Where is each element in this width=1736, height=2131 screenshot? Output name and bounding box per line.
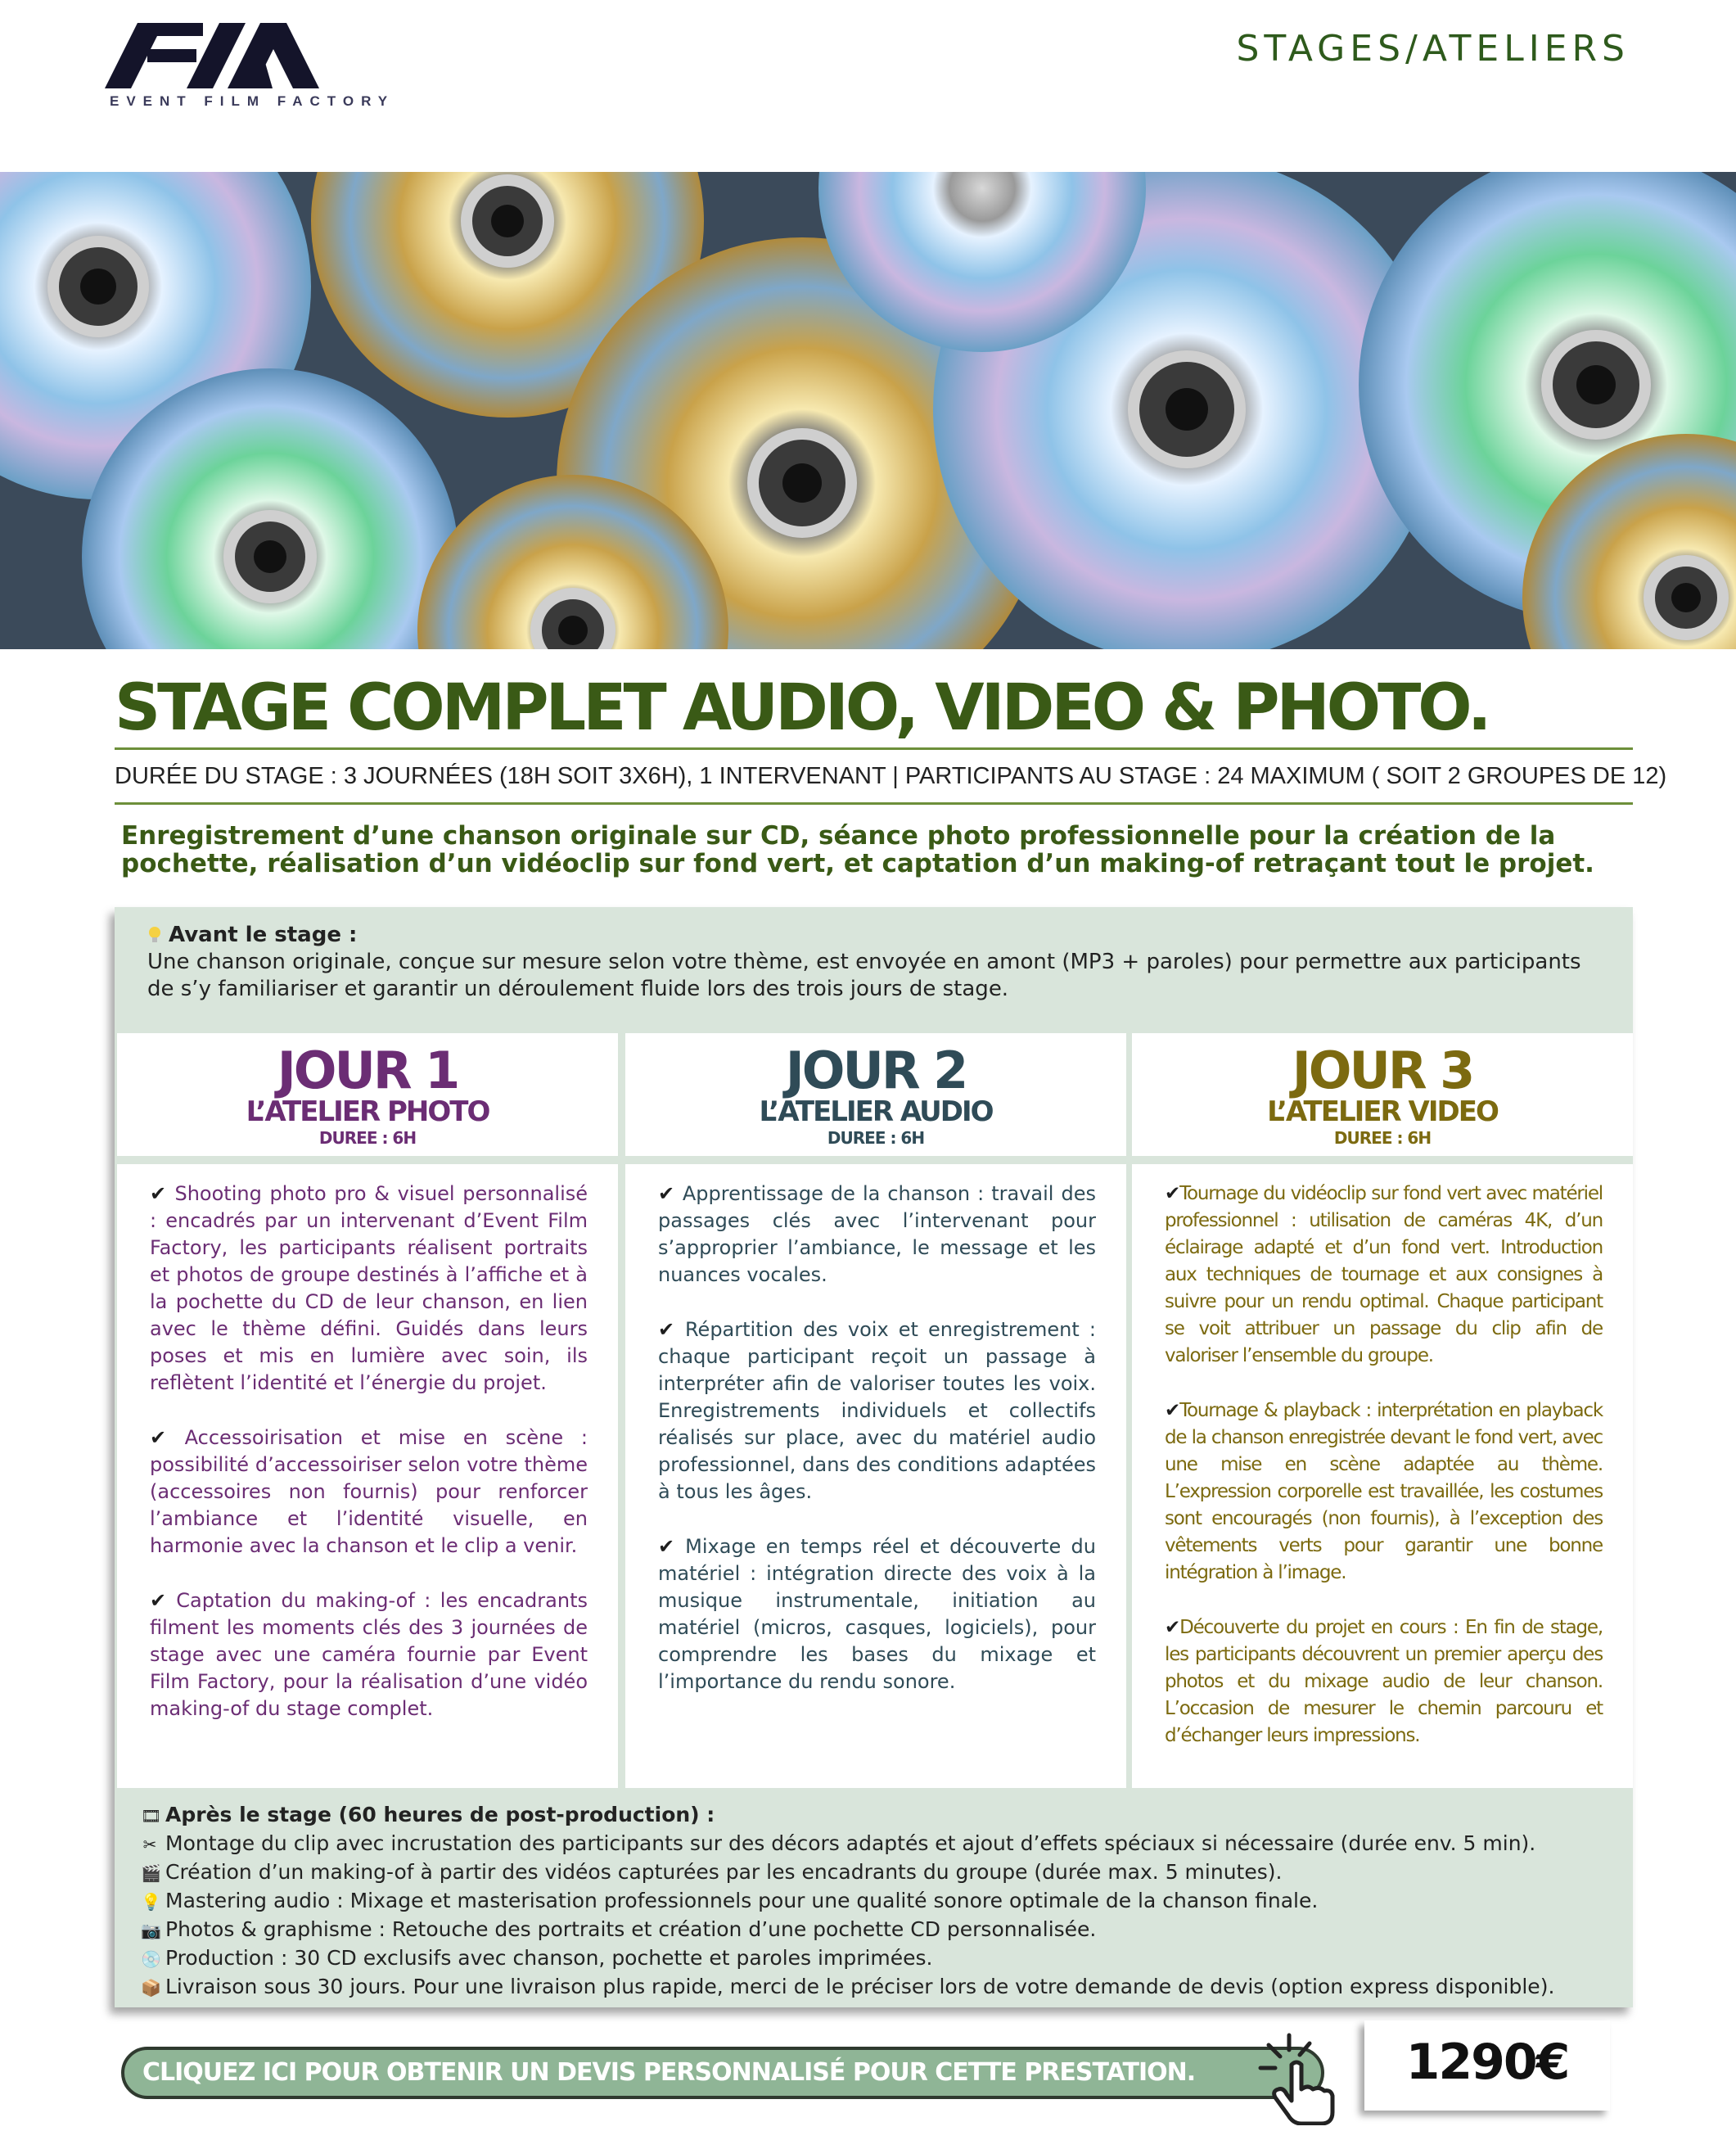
film-strip-icon: 🎞 (141, 1806, 162, 1826)
check-icon: ✔ (1165, 1400, 1180, 1421)
after-stage-heading: Après le stage (60 heures de post-production) : (165, 1803, 715, 1826)
day-3-duration: DUREE : 6H (1333, 1128, 1432, 1148)
day-2-item: ✔ Mixage en temps réel et découverte du matériel : intégration directe des voix à la musique instrumentale, initiation au matériel (micros, casques, logiciels), pour comprendre les bases du mixage et l’importance du rendu sonore. (658, 1535, 1096, 1693)
price-box (1364, 2020, 1610, 2111)
lightbulb-icon: 💡 (141, 1892, 161, 1912)
lightbulb-icon (147, 926, 162, 944)
day-3-item: ✔Tournage & playback : interprétation en playback de la chanson enregistrée devant le fond vert, avec une mise en scène adaptée au thème. L’expression corporelle est travaillée, les costumes sont encouragés (non fournis), à l’exception des vêtements verts pour garantir une bonne intégration à l’image. (1165, 1400, 1603, 1583)
intro-text: Enregistrement d’une chanson originale sur CD, séance photo professionnelle pour la création de la pochette, réalisation d’un vidéoclip sur fond vert, et captation d’un making-of retraçant tout le projet. (121, 821, 1594, 878)
after-item: 💡 Mastering audio : Mixage et masterisation professionnels pour une qualité sonore optimale de la chanson finale. (141, 1887, 1614, 1916)
day-1-item: ✔ Captation du making-of : les encadrants filment les moments clés des 3 journées de stage avec une caméra fournie par Event Film Factory, pour la réalisation d’une vidéo making-of du stage complet. (150, 1589, 588, 1720)
before-stage-text: Une chanson originale, conçue sur mesure selon votre thème, est envoyée en amont (MP3 + paroles) pour permettre aux participants de s’y familiariser et garantir un déroulement fluide lors des trois jours de stage. (147, 950, 1581, 1001)
day-1-item: ✔ Shooting photo pro & visuel personnalisé : encadrés par un intervenant d’Event Film Factory, les participants réalisent portraits et photos de groupe destinés à l’affiche et à la pochette du CD de leur chanson, en lien avec le thème défini. Guidés dans leurs poses et mis en lumière avec soin, ils reflètent l’identité et l’énergie du projet. (150, 1182, 588, 1394)
day-1-atelier: L’ATELIER PHOTO (246, 1095, 489, 1128)
day-3-item: ✔Tournage du vidéoclip sur fond vert avec matériel professionnel : utilisation de caméras 4K, d’un éclairage adapté et d’un fond vert. Introduction aux techniques de tournage et aux consignes à suivre pour un rendu optimal. Chaque participant se voit attribuer un passage du clip afin de valoriser l’ensemble du groupe. (1165, 1183, 1603, 1366)
divider (115, 747, 1633, 750)
quote-request-button[interactable]: CLIQUEZ ICI POUR OBTENIR UN DEVIS PERSONNALISÉ POUR CETTE PRESTATION. (121, 2047, 1324, 2099)
check-icon: ✔ (658, 1535, 686, 1558)
camera-icon: 📷 (141, 1921, 161, 1940)
check-icon: ✔ (150, 1182, 175, 1205)
efm-logo-mark (105, 23, 326, 101)
before-stage (147, 922, 1604, 1003)
scissors-icon: ✂ (142, 1835, 157, 1854)
stage-meta: DURÉE DU STAGE : 3 JOURNÉES (18H SOIT 3X6H), 1 INTERVENANT | PARTICIPANTS AU STAGE : 24 MAXIMUM ( SOIT 2 GROUPES DE 12) (115, 763, 1667, 789)
day-2-duration: DUREE : 6H (827, 1128, 925, 1148)
day-3-content (1132, 1164, 1633, 1788)
check-icon: ✔ (658, 1182, 683, 1205)
after-item: 📦 Livraison sous 30 jours. Pour une livraison plus rapide, merci de le préciser lors de votre demande de devis (option express disponible). (141, 1973, 1614, 2002)
price: 1290€ (1405, 2034, 1569, 2091)
before-stage-heading: Avant le stage : (169, 923, 358, 947)
section-label[interactable]: STAGES/ATELIERS (1236, 28, 1630, 70)
check-icon: ✔ (150, 1426, 185, 1449)
day-1-item: ✔ Accessoirisation et mise en scène : possibilité d’accessoiriser selon votre thème (accessoires non fournis) pour renforcer l’ambiance et l’identité visuelle, en harmonie avec la chanson et le clip a venir. (150, 1426, 588, 1557)
after-item: 🎬 Création d’un making-of à partir des vidéos capturées par les encadrants du groupe (durée max. 5 minutes). (141, 1858, 1614, 1887)
pointing-hand-icon (1252, 2029, 1342, 2125)
logo-subtitle: EVENT FILM FACTORY (110, 93, 395, 109)
check-icon: ✔ (658, 1318, 685, 1341)
check-icon: ✔ (150, 1589, 177, 1612)
cd-icon: 💿 (141, 1949, 161, 1969)
divider (115, 802, 1633, 805)
day-3-title: JOUR 3 (1292, 1041, 1473, 1100)
day-2-item: ✔ Répartition des voix et enregistrement : chaque participant reçoit un passage à interpréter afin de valoriser toutes les voix. Enregistrements individuels et collectifs réalisés sur place, avec du matériel audio professionnel, dans des conditions adaptées à tous les âges. (658, 1318, 1096, 1503)
day-2-content (625, 1164, 1126, 1788)
hero-image (0, 172, 1736, 649)
page-title: STAGE COMPLET AUDIO, VIDEO & PHOTO. (115, 671, 1489, 745)
after-item: 💿 Production : 30 CD exclusifs avec chanson, pochette et paroles imprimées. (141, 1944, 1614, 1973)
day-2-title: JOUR 2 (785, 1041, 967, 1100)
day-2-header (625, 1033, 1126, 1156)
after-stage (141, 1801, 1614, 2002)
day-3-header (1132, 1033, 1633, 1156)
after-item: ✂ Montage du clip avec incrustation des participants sur des décors adaptés et ajout d’effets spéciaux si nécessaire (durée env. 5 min). (141, 1830, 1614, 1858)
compact-discs-photo (0, 172, 1736, 649)
logo (105, 23, 395, 113)
day-3-item: ✔Découverte du projet en cours : En fin de stage, les participants découvrent un premier aperçu des photos et du mixage audio de leur chanson. L’occasion de mesurer le chemin parcouru et d’échanger leurs impressions. (1165, 1617, 1603, 1746)
day-1-duration: DUREE : 6H (318, 1128, 417, 1148)
program-panel (115, 907, 1633, 2007)
check-icon: ✔ (1165, 1617, 1180, 1638)
day-1-header (117, 1033, 618, 1156)
day-3-atelier: L’ATELIER VIDEO (1267, 1095, 1498, 1128)
day-2-atelier: L’ATELIER AUDIO (759, 1095, 993, 1128)
clapper-icon: 🎬 (141, 1863, 161, 1883)
after-item: 📷 Photos & graphisme : Retouche des portraits et création d’une pochette CD personnalisée. (141, 1916, 1614, 1944)
day-1-content (117, 1164, 618, 1788)
check-icon: ✔ (1165, 1183, 1180, 1204)
day-2-item: ✔ Apprentissage de la chanson : travail des passages clés avec l’intervenant pour s’approprier l’ambiance, le message et les nuances vocales. (658, 1182, 1096, 1286)
package-icon: 📦 (141, 1978, 161, 1998)
day-1-title: JOUR 1 (277, 1041, 458, 1100)
